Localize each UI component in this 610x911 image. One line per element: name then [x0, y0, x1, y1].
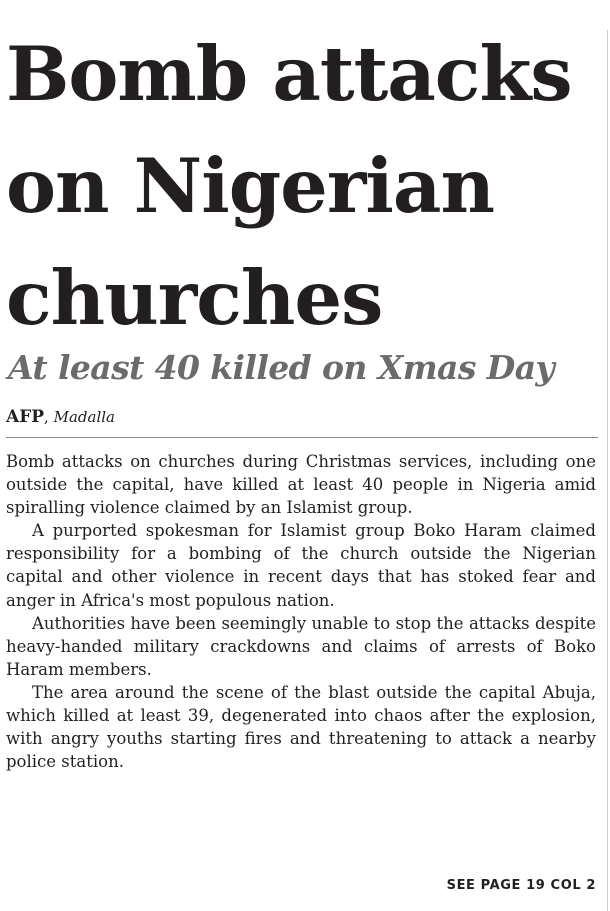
- column-rule: [607, 30, 608, 911]
- body-paragraph: Bomb attacks on churches during Christmas services, including one outside the capital, have killed at least 40 people in Nigeria amid spiralling violence claimed by an Islamist group.: [6, 452, 596, 518]
- article-body: [6, 450, 596, 773]
- byline: [6, 405, 115, 429]
- byline-separator: ,: [44, 408, 54, 426]
- subheadline: At least 40 killed on Xmas Day: [8, 348, 555, 387]
- byline-divider: [6, 437, 598, 438]
- body-paragraph: Authorities have been seemingly unable to stop the attacks despite heavy-handed military crackdowns and claims of arrests of Boko Haram members.: [6, 613, 596, 679]
- byline-place: Madalla: [53, 408, 115, 426]
- body-paragraph: A purported spokesman for Islamist group Boko Haram claimed responsibility for a bombing of the church outside the Nigerian capital and other violence in recent days that has stoked fear and anger in Africa's most populous nation.: [6, 521, 596, 610]
- body-paragraph: The area around the scene of the blast outside the capital Abuja, which killed at least 39, degenerated into chaos after the explosion, with angry youths starting fires and threatening to attack a nearby police station.: [6, 682, 596, 772]
- headline: Bomb attacks on Nigerian churches: [6, 30, 572, 342]
- continuation-jump-line[interactable]: SEE PAGE 19 COL 2: [446, 878, 596, 893]
- byline-agency: AFP: [6, 407, 45, 427]
